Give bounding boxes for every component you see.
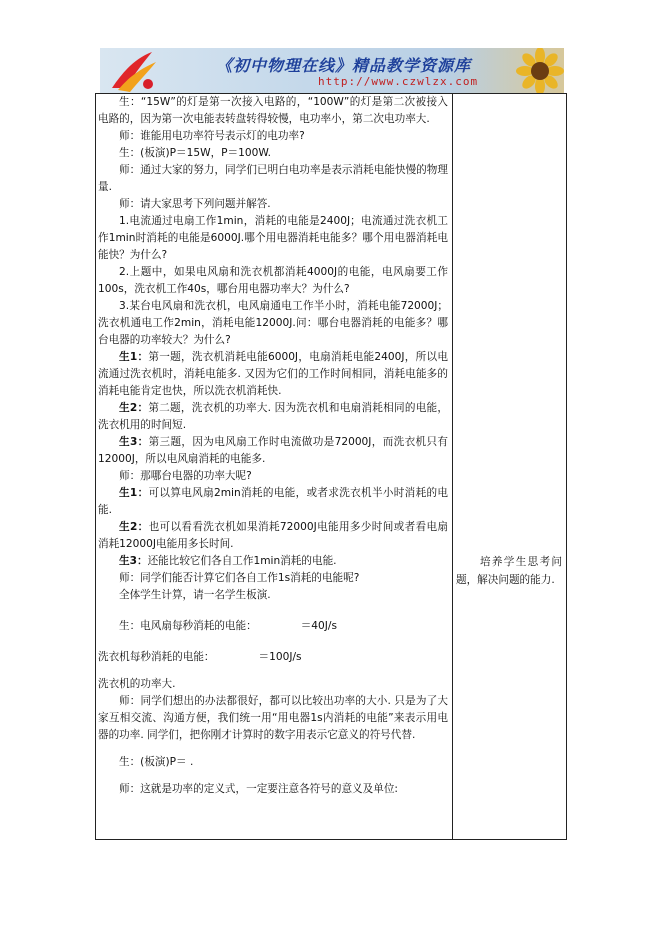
student-1-method-label: 生1：: [119, 487, 149, 499]
teaching-goal-note: 培养学生思考问题，解决问题的能力.: [456, 556, 562, 586]
student-answer-bulbs: 生：“15W”的灯是第一次接入电路的，“100W”的灯是第二次被接入电路的，因为第一次电能表转盘转得较慢，电功率小，第二次电功率大.: [98, 96, 448, 125]
banner-url: http://www.czwlzx.com: [318, 75, 479, 88]
student-1-method: [98, 485, 448, 519]
teacher-question-power: 师：那哪台电器的功率大呢?: [119, 470, 252, 482]
student-3-answer: [98, 434, 448, 468]
sunflower-icon: [502, 48, 564, 94]
student-2-method-text: 也可以看看洗衣机如果消耗72000J电能用多少时间或者看电扇消耗12000J电能用多长时间.: [98, 521, 449, 550]
power-conclusion: 洗衣机的功率大.: [98, 678, 176, 690]
header-banner: [100, 48, 564, 94]
washer-calculation-label: 洗衣机每秒消耗的电能：: [98, 651, 215, 663]
question-2: 2.上题中，如果电风扇和洗衣机都消耗4000J的电能，电风扇要工作100s，洗衣机工作40s，哪台用电器功率大？为什么?: [98, 266, 448, 295]
washer-calculation: [98, 649, 448, 666]
lesson-content: [98, 94, 448, 798]
fan-calculation-value: ＝40J/s: [300, 620, 338, 632]
fan-calculation: [98, 618, 448, 635]
student-3-label: 生3：: [119, 436, 149, 448]
student-1-label: 生1：: [119, 351, 149, 363]
question-1: 1.电流通过电扇工作1min，消耗的电能是2400J；电流通过洗衣机工作1min时消耗的电能是6000J.哪个用电器消耗电能多？哪个用电器消耗电能快？为什么?: [98, 215, 448, 261]
banner-title: 《初中物理在线》精品教学资源库: [216, 56, 472, 75]
student-board-work: 生：(板演)P＝15W，P＝100W.: [119, 147, 271, 159]
site-logo-icon: [104, 48, 164, 94]
student-1-text: 第一题，洗衣机消耗电能6000J，电扇消耗电能2400J，所以电流通过洗衣机时，消耗电能多. 又因为它们的工作时间相同，消耗电能多的消耗电能肯定也快，所以洗衣机消耗快.: [98, 351, 448, 397]
student-2-answer: [98, 400, 448, 434]
student-2-text: 第二题，洗衣机的功率大. 因为洗衣机和电扇消耗相同的电能，洗衣机用的时间短.: [98, 402, 448, 431]
student-3-method: [98, 553, 448, 570]
teacher-question-per-second: 师：同学们能否计算它们各自工作1s消耗的电能呢?: [119, 572, 360, 584]
table-column-divider: [452, 93, 453, 840]
class-activity: 全体学生计算，请一名学生板演.: [119, 589, 271, 601]
student-2-label: 生2：: [119, 402, 149, 414]
teacher-prompt: 师：请大家思考下列问题并解答.: [119, 198, 271, 210]
teacher-question-symbol: 师：谁能用电功率符号表示灯的电功率?: [119, 130, 305, 142]
student-1-method-text: 可以算电风扇2min消耗的电能，或者求洗衣机半小时消耗的电能.: [98, 487, 448, 516]
teacher-formula-note: 师：这就是功率的定义式，一定要注意各符号的意义及单位:: [119, 783, 399, 795]
student-1-answer: [98, 349, 448, 400]
teacher-summary: 师：通过大家的努力，同学们已明白电功率是表示消耗电能快慢的物理量.: [98, 164, 448, 193]
student-3-text: 第三题，因为电风扇工作时电流做功是72000J，而洗衣机只有12000J，所以电风扇消耗的电能多.: [98, 436, 449, 465]
student-3-method-label: 生3：: [119, 555, 148, 567]
student-2-method-label: 生2：: [119, 521, 149, 533]
student-formula: 生：(板演)P＝ .: [119, 756, 194, 768]
student-3-method-text: 还能比较它们各自工作1min消耗的电能.: [147, 555, 337, 567]
teaching-goal-column: [456, 553, 562, 589]
fan-calculation-label: 生：电风扇每秒消耗的电能：: [119, 620, 257, 632]
washer-calculation-value: ＝100J/s: [258, 651, 302, 663]
question-3: 3.某台电风扇和洗衣机，电风扇通电工作半小时，消耗电能72000J；洗衣机通电工作2min，消耗电能12000J.问：哪台电器消耗的电能多？哪台电器的功率较大？为什么?: [98, 300, 448, 346]
teacher-definition-intro: 师：同学们想出的办法都很好，都可以比较出功率的大小. 只是为了大家互相交流、沟通方便，我们统一用“用电器1s内消耗的电能”来表示用电器的功率. 同学们，把你刚才计算时的数字用表示它意义的符号代替.: [98, 695, 448, 741]
student-2-method: [98, 519, 448, 553]
